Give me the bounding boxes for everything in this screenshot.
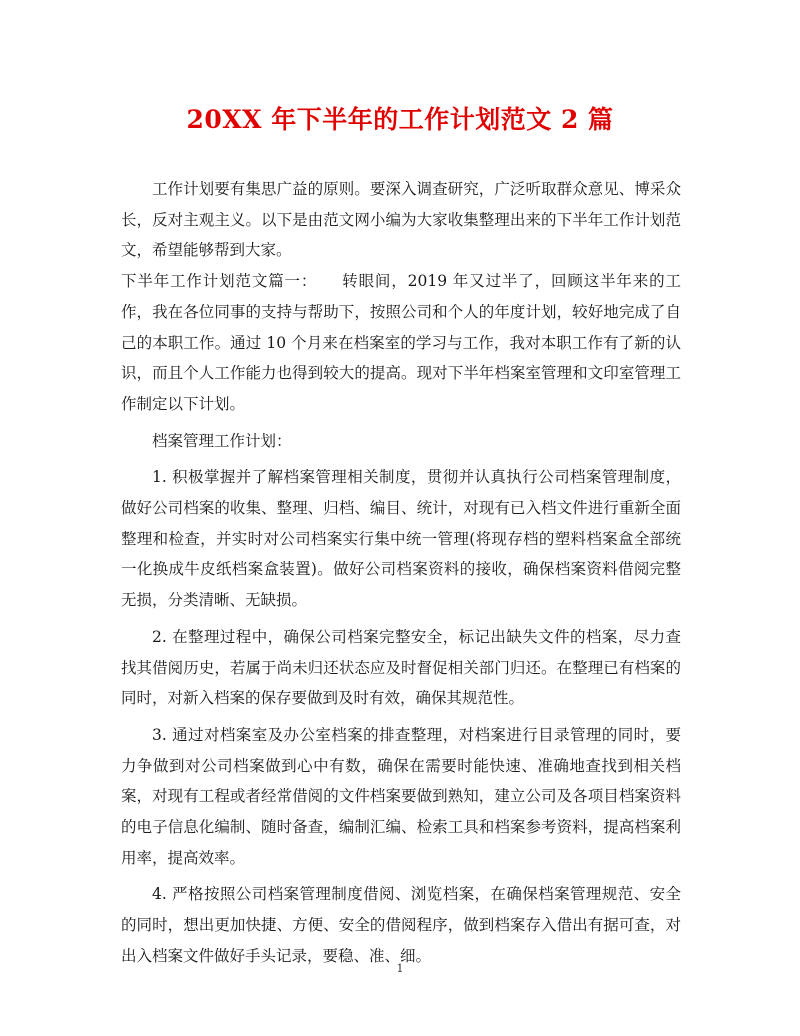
list-item: 2. 在整理过程中，确保公司档案完整安全，标记出缺失文件的档案，尽力查找其借阅历史，若属于尚未归还状态应及时督促相关部门归还。在整理已有档案的同时，对新入档案的保存要做到及时有效，确保其规范性。 bbox=[121, 627, 681, 708]
list-item: 4. 严格按照公司档案管理制度借阅、浏览档案，在确保档案管理规范、安全的同时，想出更加快捷、方便、安全的借阅程序，做到档案存入借出有据可查，对出入档案文件做好手头记录，要稳、准、细。 bbox=[121, 885, 681, 965]
page-number: 1 bbox=[396, 962, 404, 975]
document-title: 20XX 年下半年的工作计划范文 2 篇 bbox=[186, 105, 614, 134]
document-body bbox=[121, 174, 681, 972]
section-one-paragraph: 下半年工作计划范文篇一： 转眼间，2019 年又过半了，回顾这半年来的工作，我在各位同事的支持与帮助下，按照公司和个人的年度计划，较好地完成了自己的本职工作。通过 10 个月来在档案室的学习与工作，我对本职工作有了新的认识，而且个人工作能力也得到较大的提高。现对下半年档案室管理和文印室管理工作制定以下计划。 bbox=[121, 272, 681, 413]
list-item: 3. 通过对档案室及办公室档案的排查整理，对档案进行目录管理的同时，要力争做到对公司档案做到心中有数，确保在需要时能快速、准确地查找到相关档案，对现有工程或者经常借阅的文件档案要做到熟知，建立公司及各项目档案资料的电子信息化编制、随时备查，编制汇编、检索工具和档案参考资料，提高档案利用率，提高效率。 bbox=[121, 725, 681, 867]
archive-heading: 档案管理工作计划： bbox=[152, 431, 292, 450]
list-item: 1. 积极掌握并了解档案管理相关制度，贯彻并认真执行公司档案管理制度，做好公司档案的收集、整理、归档、编目、统计，对现有已入档文件进行重新全面整理和检查，并实时对公司档案实行集中统一管理(将现存档的塑料档案盒全部统一化换成牛皮纸档案盒装置)。做好公司档案资料的接收，确保档案资料借阅完整无损，分类清晰、无缺损。 bbox=[121, 468, 681, 610]
intro-paragraph: 工作计划要有集思广益的原则。要深入调查研究，广泛听取群众意见、博采众长，反对主观主义。以下是由范文网小编为大家收集整理出来的下半年工作计划范文，希望能够帮到大家。 bbox=[121, 180, 681, 260]
